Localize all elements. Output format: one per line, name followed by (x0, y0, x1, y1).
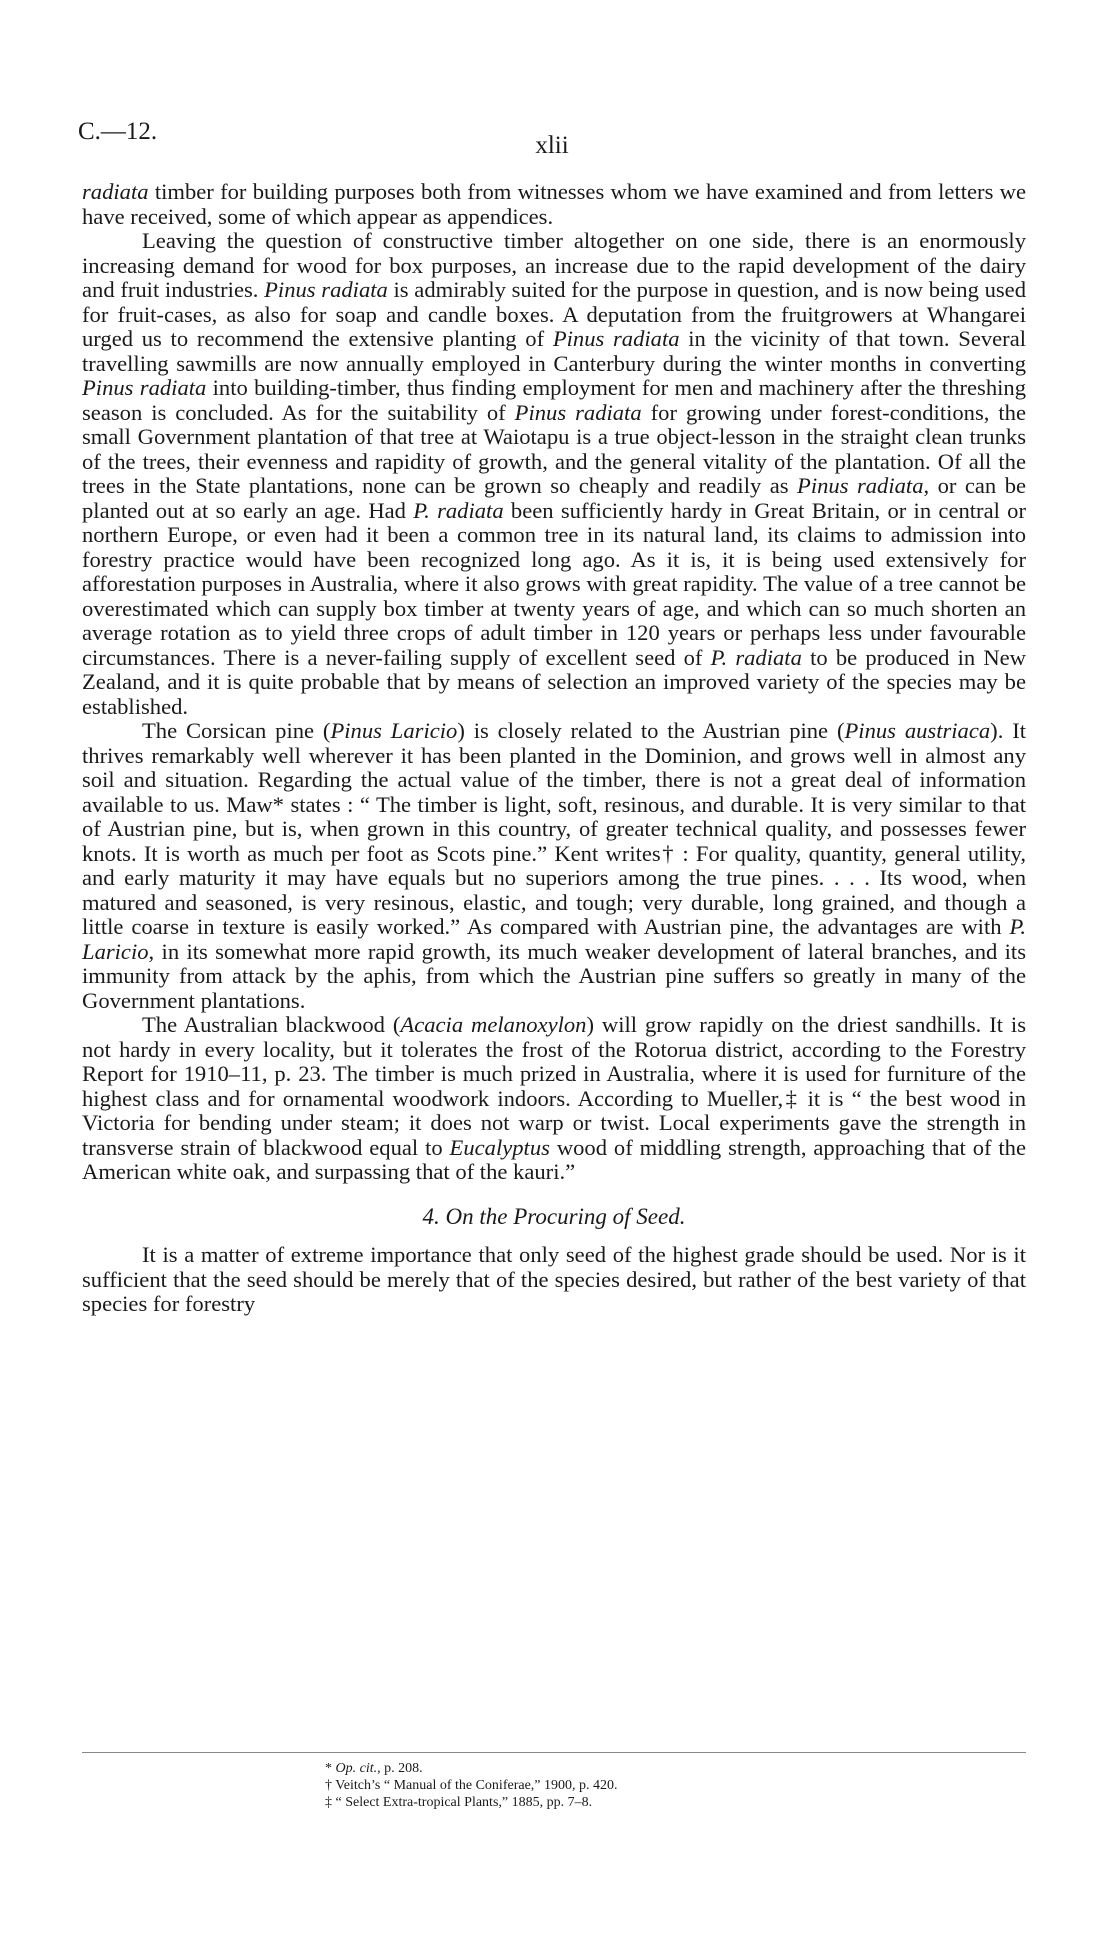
text-run: , or can be planted out at so early an age. Had (82, 473, 1027, 523)
text-run: is admirably suited for the purpose in question, and is now being used for fruit-cases, as also for soap and candle boxes. A deputation from the fruitgrowers at Whangarei urged us to recommend the extensive planting of (82, 277, 1026, 351)
paragraph (82, 1013, 1026, 1185)
text-run: It is a matter of extreme importance that only seed of the highest grade should be used. Nor is it sufficient that the seed should be merely that of the species desired, but rather of the best variety of that species for forestry (82, 1242, 1026, 1316)
text-run: The Australian blackwood ( (142, 1012, 401, 1037)
italic-text: radiata (82, 179, 149, 204)
footnote (325, 1777, 885, 1794)
page-number: xlii (535, 132, 569, 159)
document-id: C.—12. (78, 118, 158, 145)
text-run: ) is closely related to the Austrian pine ( (457, 718, 845, 743)
body-text (82, 180, 1026, 1317)
text-run: Leaving the question of constructive timber altogether on one side, there is an enormously increasing demand for wood for box purposes, an increase due to the rapid development of the dairy and fruit industries. (82, 228, 1026, 302)
paragraph (82, 719, 1026, 1013)
text-run: , in its somewhat more rapid growth, its much weaker development of lateral branches, and its immunity from attack by the aphis, from which the Austrian pine suffers so greatly in many of the Government plantations. (82, 938, 1026, 1013)
italic-text: P. radiata (710, 644, 802, 670)
footnote (325, 1794, 885, 1811)
text-run: ) will grow rapidly on the driest sandhills. It is not hardy in every locality, but it tolerates the frost of the Rotorua district, according to the Forestry Report for 1910–11, p. 23. The timber is much prized in Australia, where it is used for furniture of the highest class and for ornamental woodwork indoors. According to Mueller,‡ it is “ the best wood in Victoria for bending under steam; it does not warp or twist. Local experiments gave the strength in transverse strain of blackwood equal to (82, 1012, 1026, 1160)
section-number: 4. (422, 1203, 440, 1229)
italic-text: Pinus radiata (552, 326, 680, 351)
page-header (78, 118, 1026, 158)
paragraph (82, 229, 1026, 719)
text-run: been sufficiently hardy in Great Britain, or in central or northern Europe, or even had it been a common tree in its natural land, its claims to admission into forestry practice would have been recognized long ago. As it is, it is being used extensively for afforestation purposes in Australia, where it also grows with great rapidity. The value of a tree cannot be overestimated which can supply box timber at twenty years of age, and which can so much shorten an average rotation as to yield three crops of adult timber in 120 years or perhaps less under favourable circumstances. There is a never-failing supply of excellent seed of (82, 497, 1027, 670)
footnote-text (336, 1761, 423, 1776)
italic-text: Op. cit. (335, 1761, 378, 1776)
footnote-divider (82, 1752, 1026, 1753)
text-run: ). It thrives remarkably well wherever it has been planted in the Dominion, and grows well in almost any soil and situation. Regarding the actual value of the timber, there is not a great deal of information available to us. Maw* states : “ The timber is light, soft, resinous, and durable. It is very similar to that of Austrian pine, but is, when grown in this country, of greater technical quality, and possesses fewer knots. It is worth as much per foot as Scots pine.” Kent writes† : For quality, quantity, general utility, and early maturity it may have equals but no superiors among the true pines. . . . Its wood, when matured and seasoned, is very resinous, elastic, and tough; very durable, long grained, and though a little coarse in texture is easily worked.” As compared with Austrian pine, the advantages are with (82, 718, 1027, 939)
italic-text: Pinus radiata (797, 473, 924, 498)
italic-text: P. Laricio (82, 914, 1026, 964)
footnote-text (335, 1778, 617, 1793)
footnote-marker: † (325, 1778, 332, 1793)
italic-text: Acacia melanoxylon (400, 1012, 587, 1037)
italic-text: Eucalyptus (449, 1134, 550, 1160)
text-run: for growing under forest-conditions, the small Government plantation of that tree at Waiotapu is a true object-lesson in the straight clean trunks of the trees, their evenness and rapidity of growth, and the general vitality of the plantation. Of all the trees in the State plantations, none can be grown so cheaply and readily as (82, 399, 1026, 498)
section-heading (82, 1205, 1026, 1230)
text-run: wood of middling strength, approaching that of the American white oak, and surpassing that of the kauri.” (82, 1134, 1027, 1184)
text-run: The Corsican pine ( (142, 718, 331, 743)
text-run: Veitch’s “ Manual of the Coniferae,” 1900, p. 420. (335, 1778, 618, 1793)
italic-text: Pinus radiata (514, 399, 642, 425)
italic-text: Pinus austriaca (844, 718, 991, 743)
footnote (325, 1760, 885, 1777)
footnote-marker: ‡ (325, 1795, 332, 1810)
italic-text: Pinus Laricio (330, 718, 458, 743)
italic-text: P. radiata (413, 497, 504, 523)
footnote-text (336, 1795, 593, 1810)
text-run: to be produced in New Zealand, and it is quite probable that by means of selection an improved variety of the species may be established. (82, 644, 1026, 719)
text-run: timber for building purposes both from witnesses whom we have examined and from letters we have received, some of which appear as appendices. (82, 179, 1026, 229)
italic-text: Pinus radiata (264, 277, 388, 302)
paragraph (82, 1243, 1026, 1317)
paragraph (82, 180, 1026, 229)
italic-text: Pinus radiata (82, 375, 207, 400)
footnotes (325, 1760, 885, 1811)
footnote-marker: * (325, 1761, 332, 1776)
text-run: into building-timber, thus finding employment for men and machinery after the threshing season is concluded. As for the suitability of (82, 375, 1027, 425)
section-title: On the Procuring of Seed. (445, 1203, 686, 1229)
text-run: in the vicinity of that town. Several travelling sawmills are now annually employed in Canterbury during the winter months in converting (82, 326, 1027, 376)
text-run: , p. 208. (377, 1761, 423, 1776)
text-run: “ Select Extra-tropical Plants,” 1885, pp. 7–8. (335, 1795, 593, 1810)
